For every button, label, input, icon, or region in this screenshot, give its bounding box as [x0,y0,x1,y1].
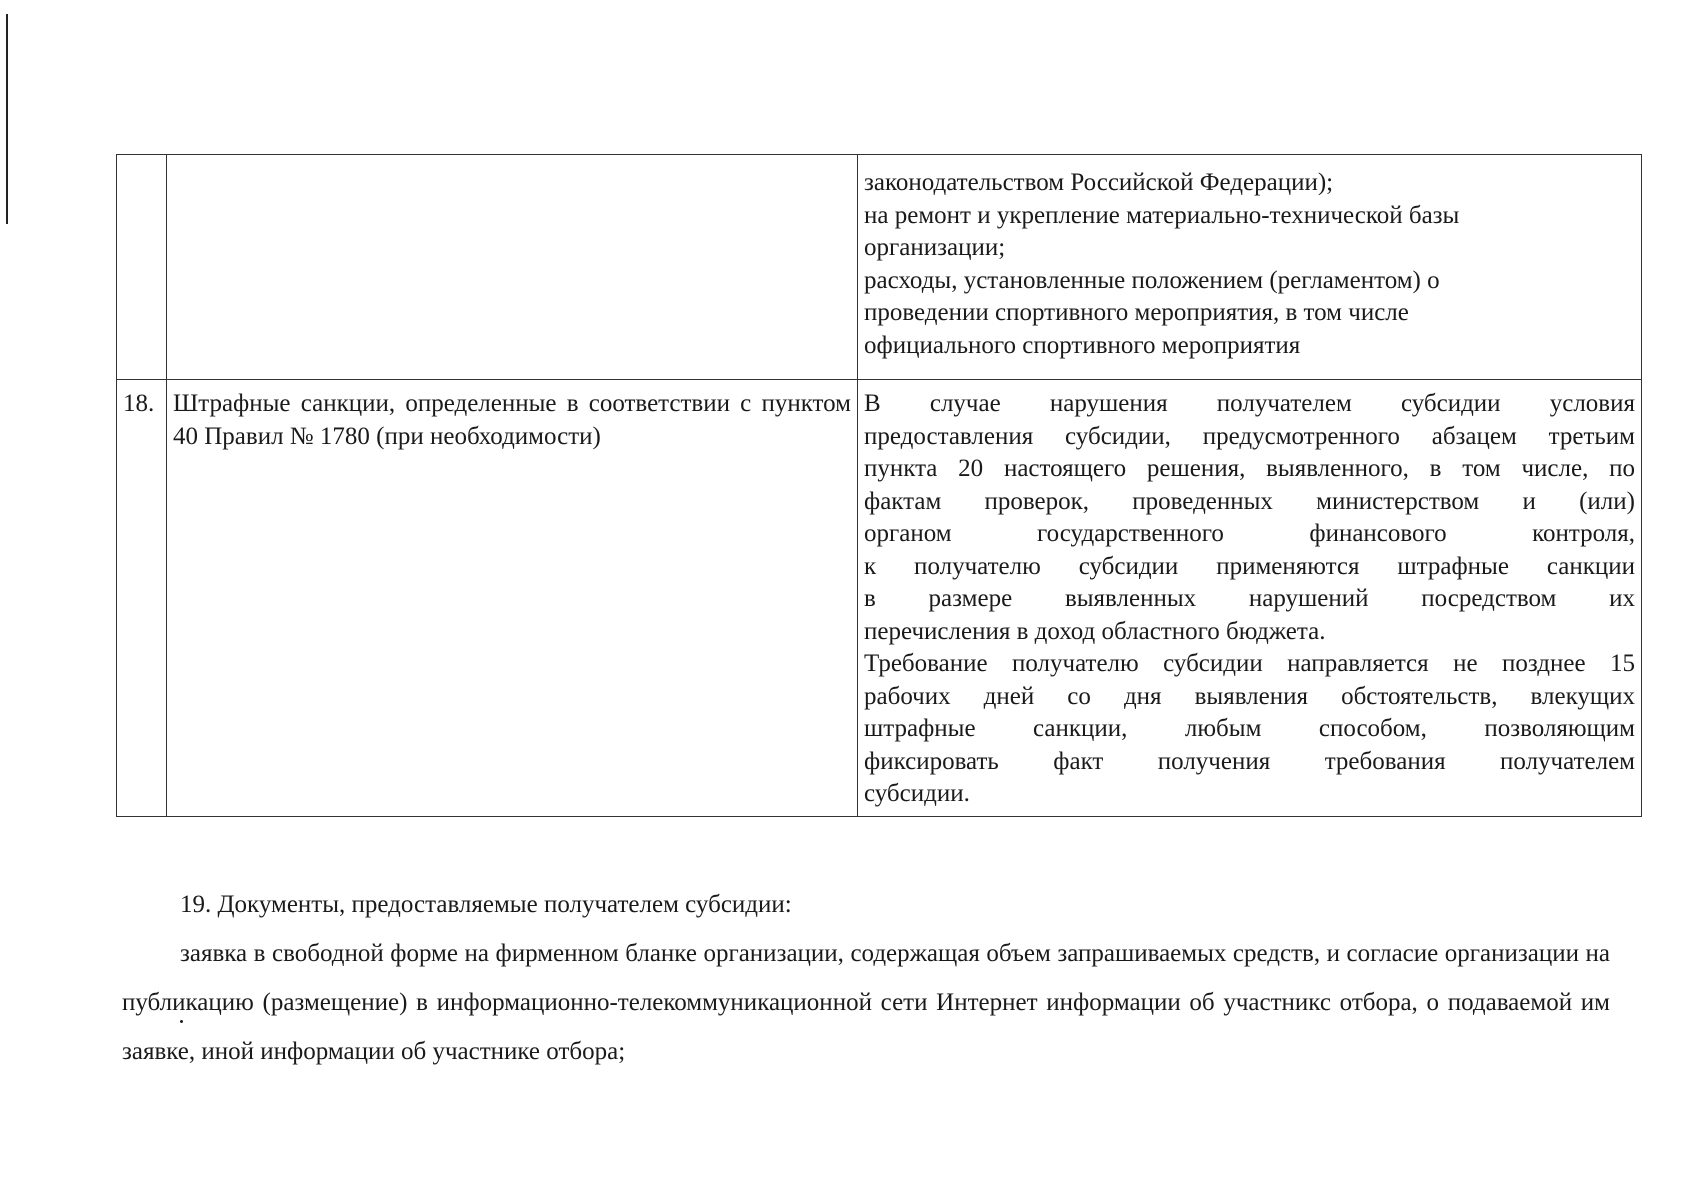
value-line: рабочих дней со дня выявления обстоятельств, влекущих [864,682,1635,710]
section-19-paragraph: заявка в свободной форме на фирменном бланке организации, содержащая объем запрашиваемых средств, и согласие организации на публикацию (размещение) в информационно-телекоммуникационной сети Интернет информации об участникс отбора, о подаваемой им заявке, иной информации об участнике отбора; [122,940,1610,1065]
row-value-cell [858,155,1642,380]
table-row [117,380,1642,817]
value-line: штрафные санкции, любым способом, позволяющим [864,715,1635,742]
scan-edge-mark [6,14,8,224]
value-line: в размере выявленных нарушений посредством их [864,585,1635,612]
value-line: Требование получателю субсидии направляется не позднее 15 [864,650,1635,677]
row-name-cell: Штрафные санкции, определенные в соответствии с пунктом 40 Правил № 1780 (при необходимости) [167,380,858,817]
section-19-heading: 19. Документы, предоставляемые получателем субсидии: [180,891,792,918]
value-line: на ремонт и укрепление материально-технической базы [864,201,1460,229]
value-line: предоставления субсидии, предусмотренного абзацем третьим [864,422,1635,450]
row-value-cell [858,380,1642,817]
value-line: проведении спортивного мероприятия, в том числе [864,299,1409,326]
row-name-cell [167,155,858,380]
value-line: органом государственного финансового контроля, [864,520,1635,547]
row-number-cell [117,155,167,380]
value-line: официального спортивного мероприятия [864,331,1301,359]
value-line: В случае нарушения получателем субсидии условия [864,390,1635,417]
requirements-table [116,154,1642,817]
value-line: законодательством Российской Федерации); [864,169,1334,196]
row-number-cell: 18. [117,380,167,817]
value-line: организации; [864,234,1006,261]
value-line: к получателю субсидии применяются штрафные санкции [864,552,1635,580]
scan-speck-mark [180,1020,183,1023]
value-line: расходы, установленные положением (регламентом) о [864,266,1440,294]
value-line: фактам проверок, проведенных министерством и (или) [864,487,1635,515]
value-line: субсидии. [864,780,970,807]
table-row [117,155,1642,380]
value-line: фиксировать факт получения требования получателем [864,747,1635,775]
value-line: пункта 20 настоящего решения, выявленного, в том числе, по [864,455,1635,482]
value-line: перечисления в доход областного бюджета. [864,617,1326,645]
